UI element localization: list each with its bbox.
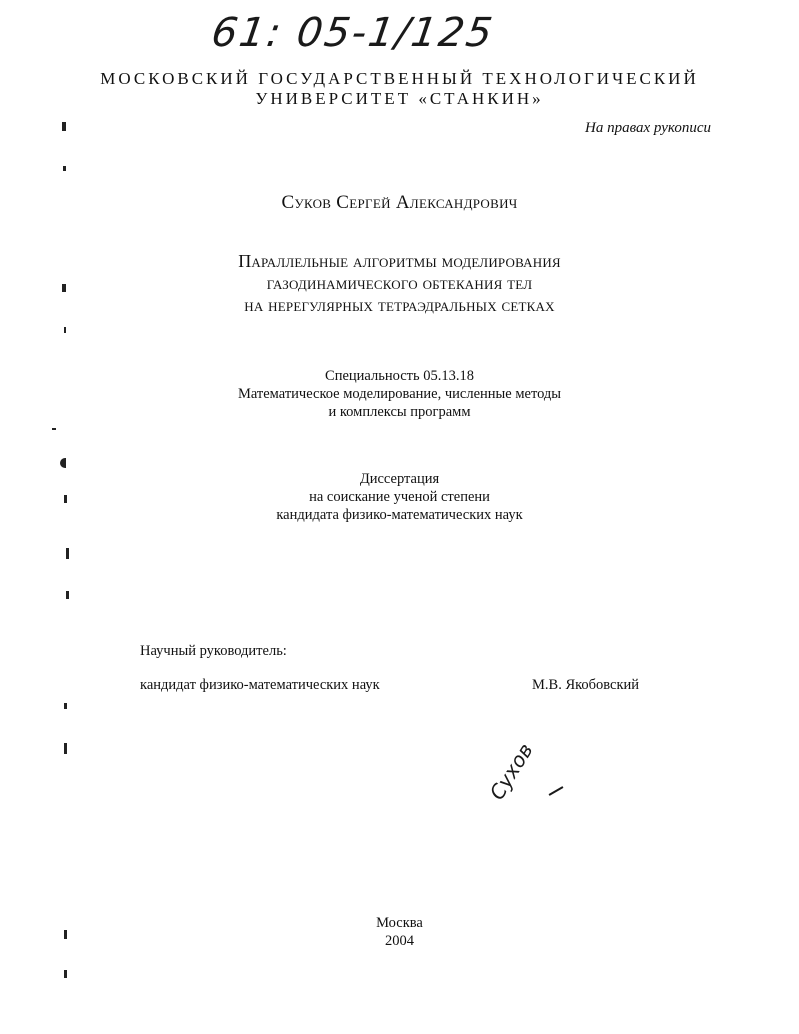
- advisor-name: М.В. Якобовский: [532, 677, 640, 693]
- dissertation-title-line-3: на нерегулярных тетраэдральных сетках: [244, 295, 555, 315]
- specialty-line-1: Специальность 05.13.18: [325, 368, 474, 384]
- dissertation-line-3: кандидата физико-математических наук: [276, 507, 523, 523]
- scan-speck: [66, 591, 69, 599]
- scan-speck: [64, 495, 67, 503]
- signature-stroke: [549, 786, 564, 796]
- author-name: Суков Сергей Александрович: [281, 192, 518, 213]
- specialty-line-2: Математическое моделирование, численные методы: [237, 386, 562, 402]
- advisor-degree: кандидат физико-математических наук: [140, 677, 380, 693]
- scan-speck: [66, 548, 69, 559]
- scan-speck: [64, 743, 67, 754]
- university-line-2: УНИВЕРСИТЕТ «СТАНКИН»: [255, 89, 544, 108]
- specialty-line-3: и комплексы программ: [328, 404, 471, 420]
- advisor-label: Научный руководитель:: [140, 643, 287, 659]
- scan-speck: [64, 703, 67, 709]
- archive-code: 61: 05-1/125: [208, 10, 497, 56]
- scan-speck: [63, 166, 66, 171]
- dissertation-line-2: на соискание ученой степени: [309, 489, 490, 505]
- scan-speck: [52, 428, 56, 430]
- scan-speck: [62, 122, 66, 131]
- year: 2004: [385, 933, 414, 949]
- city: Москва: [376, 915, 423, 931]
- manuscript-note: На правах рукописи: [585, 120, 711, 136]
- scan-speck: [64, 970, 67, 978]
- dissertation-title-line-1: Параллельные алгоритмы моделирования: [238, 251, 561, 271]
- dissertation-title-line-2: газодинамического обтекания тел: [266, 273, 533, 293]
- scan-speck: [62, 284, 66, 292]
- university-line-1: МОСКОВСКИЙ ГОСУДАРСТВЕННЫЙ ТЕХНОЛОГИЧЕСКИЙ: [100, 69, 699, 88]
- scan-speck: [60, 458, 66, 468]
- dissertation-line-1: Диссертация: [359, 471, 440, 487]
- signature: Сухов: [484, 738, 538, 804]
- scan-speck: [64, 327, 66, 333]
- scan-speck: [64, 930, 67, 939]
